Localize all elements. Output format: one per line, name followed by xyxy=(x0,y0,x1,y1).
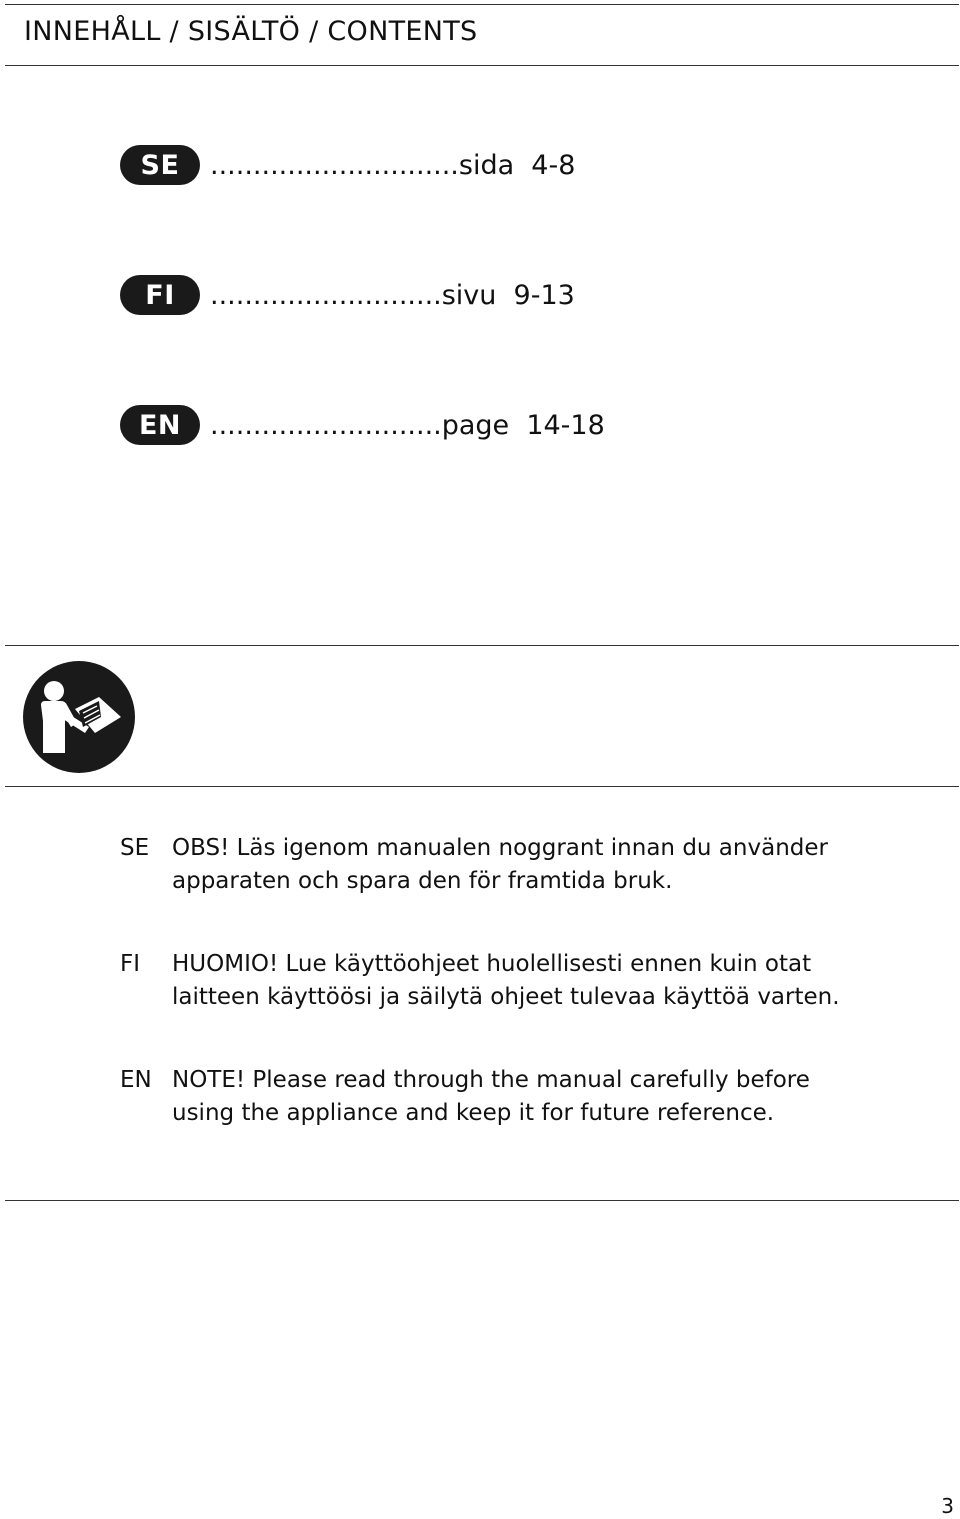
top-rule xyxy=(5,4,959,5)
toc-page-range-fi: ...........................sivu 9-13 xyxy=(210,279,575,311)
icon-section-top-rule xyxy=(5,645,959,646)
page-title: INNEHÅLL / SISÄLTÖ / CONTENTS xyxy=(24,16,478,47)
notice-language-code-fi: FI xyxy=(120,951,141,977)
notice-section-bottom-rule xyxy=(5,1200,959,1201)
toc-entry-se xyxy=(120,145,575,185)
language-badge-en: EN xyxy=(120,405,200,445)
notice-fi xyxy=(120,948,880,1014)
notice-language-code-se: SE xyxy=(120,835,150,861)
language-badge-fi: FI xyxy=(120,275,200,315)
page-number: 3 xyxy=(941,1494,954,1518)
notice-en xyxy=(120,1064,880,1130)
notice-text-fi: HUOMIO! Lue käyttöohjeet huolellisesti ennen kuin otat laitteen käyttöösi ja säilytä ohjeet tulevaa käyttöä varten. xyxy=(172,951,840,1010)
toc-entry-en xyxy=(120,405,605,445)
toc-page-range-se: .............................sida 4-8 xyxy=(210,149,576,181)
read-manual-icon xyxy=(23,661,135,773)
notice-text-en: NOTE! Please read through the manual carefully before using the appliance and keep it for future reference. xyxy=(172,1067,810,1126)
notice-se xyxy=(120,832,880,898)
icon-section-bottom-rule xyxy=(5,786,959,787)
notice-text-se: OBS! Läs igenom manualen noggrant innan du använder apparaten och spara den för framtida bruk. xyxy=(172,835,828,894)
header-rule xyxy=(5,65,959,66)
language-badge-se: SE xyxy=(120,145,200,185)
toc-page-range-en: ...........................page 14-18 xyxy=(210,409,605,441)
notice-language-code-en: EN xyxy=(120,1067,152,1093)
toc-entry-fi xyxy=(120,275,575,315)
